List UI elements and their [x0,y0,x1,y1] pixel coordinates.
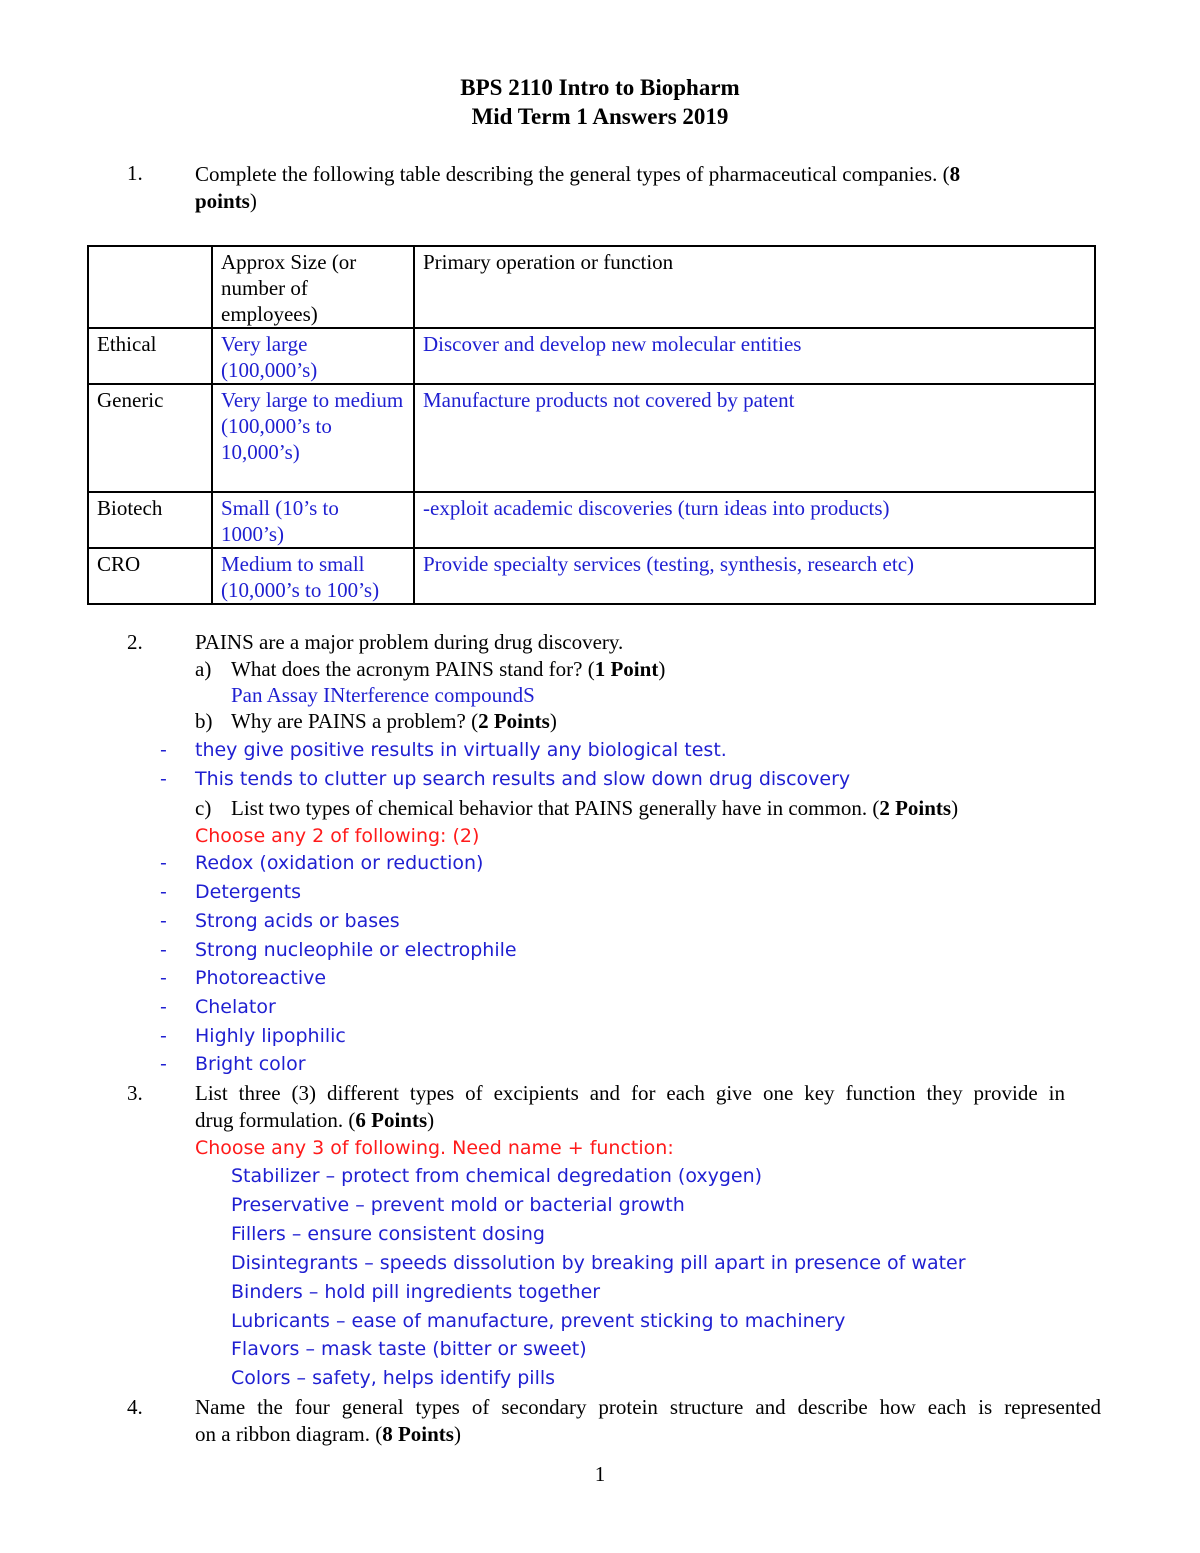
list-item: Fillers – ensure consistent dosing [231,1223,545,1245]
q1-close: ) [249,189,257,213]
q4-line1: Name the four general types of secondary protein structure and describe how each is represented [195,1395,1101,1419]
table-row [88,328,1095,384]
q2a-answer: Pan Assay INterference compoundS [231,683,535,707]
list-item: Chelator [195,996,276,1018]
q2a-points: 1 Point [594,657,659,681]
table-header-function: Primary operation or function [414,246,1095,328]
q3-points: 6 Points [355,1108,428,1132]
q2-text: PAINS are a major problem during drug discovery. [195,630,624,654]
q2-number: 2. [127,630,143,654]
bullet-dash: - [160,967,167,989]
table-row [88,492,1095,548]
table-header-size: Approx Size (or number of employees) [212,246,414,328]
table-cell-type: Ethical [88,328,212,384]
table-header-row [88,246,1095,328]
bullet-dash: - [160,910,167,932]
q4-line2 [195,1422,461,1447]
list-item: Binders – hold pill ingredients together [231,1281,601,1303]
q4-prompt: on a ribbon diagram. ( [195,1422,383,1446]
q3-line1: List three (3) different types of excipients and for each give one key function they provide in [195,1081,1065,1105]
table-cell-function: Discover and develop new molecular entities [414,328,1095,384]
q2b-points: 2 Points [478,709,550,733]
table-cell-size: Medium to small (10,000’s to 100’s) [212,548,414,604]
q2a-question: What does the acronym PAINS stand for? (1 Point) [231,657,666,681]
q2b-label: b) [195,709,213,733]
table-row [88,384,1095,492]
q1-points-value: 8 [949,162,961,186]
document-subtitle: Mid Term 1 Answers 2019 [471,104,729,129]
table-cell-size: Very large (100,000’s) [212,328,414,384]
q2c-points: 2 Points [879,796,952,820]
table-cell-size: Very large to medium (100,000’s to 10,000’s) [212,384,414,492]
list-item: Bright color [195,1053,306,1075]
list-item: Photoreactive [195,967,327,989]
q2b-answer: they give positive results in virtually any biological test. [195,739,727,761]
bullet-dash: - [160,768,167,790]
table-row [88,548,1095,604]
q2c-question: List two types of chemical behavior that PAINS generally have in common. (2 Points) [231,796,959,820]
list-item: Strong nucleophile or electrophile [195,939,517,961]
table-header-empty [88,246,212,328]
bullet-dash: - [160,881,167,903]
table-cell-size: Small (10’s to 1000’s) [212,492,414,548]
q1-text [195,161,1065,215]
q2b-question: Why are PAINS a problem? (2 Points) [231,709,557,733]
table-cell-function: -exploit academic discoveries (turn ideas into products) [414,492,1095,548]
list-item: Stabilizer – protect from chemical degredation (oxygen) [231,1165,763,1187]
list-item: Preservative – prevent mold or bacterial growth [231,1194,685,1216]
q3-line2: drug formulation. (6 Points) [195,1108,435,1132]
q2c-label: c) [195,796,212,820]
list-item: Highly lipophilic [195,1025,346,1047]
q1-number: 1. [127,161,143,185]
document-title: BPS 2110 Intro to Biopharm [460,75,740,100]
q2b-prompt: Why are PAINS a problem? ( [231,709,479,733]
q2a-label: a) [195,657,212,681]
list-item: Redox (oxidation or reduction) [195,852,484,874]
q4-points: 8 Points [382,1422,454,1446]
bullet-dash: - [160,1025,167,1047]
list-item: Flavors – mask taste (bitter or sweet) [231,1338,587,1360]
page-number: 1 [594,1462,606,1486]
list-item: Detergents [195,881,302,903]
q2c-note: Choose any 2 of following: (2) [195,825,480,847]
list-item: Strong acids or bases [195,910,400,932]
bullet-dash: - [160,996,167,1018]
q2a-prompt: What does the acronym PAINS stand for? ( [231,657,595,681]
q2c-prompt: List two types of chemical behavior that PAINS generally have in common. ( [231,796,880,820]
q3-note: Choose any 3 of following. Need name + function: [195,1137,674,1159]
list-item: Lubricants – ease of manufacture, prevent sticking to machinery [231,1310,846,1332]
q4-close: ) [453,1422,461,1446]
q1-points-word: points [195,189,250,213]
table-cell-type: Generic [88,384,212,492]
q3-prompt: drug formulation. ( [195,1108,356,1132]
table-cell-function: Manufacture products not covered by patent [414,384,1095,492]
table-cell-type: CRO [88,548,212,604]
q3-number: 3. [127,1081,143,1105]
q4-number: 4. [127,1395,143,1419]
list-item: Colors – safety, helps identify pills [231,1367,556,1389]
q2b-answer: This tends to clutter up search results and slow down drug discovery [195,768,851,790]
bullet-dash: - [160,1053,167,1075]
table-cell-function: Provide specialty services (testing, synthesis, research etc) [414,548,1095,604]
table-cell-type: Biotech [88,492,212,548]
bullet-dash: - [160,739,167,761]
q1-prompt: Complete the following table describing the general types of pharmaceutical companies. ( [195,162,950,186]
bullet-dash: - [160,852,167,874]
bullet-dash: - [160,939,167,961]
company-types-table [87,245,1096,605]
list-item: Disintegrants – speeds dissolution by breaking pill apart in presence of water [231,1252,966,1274]
